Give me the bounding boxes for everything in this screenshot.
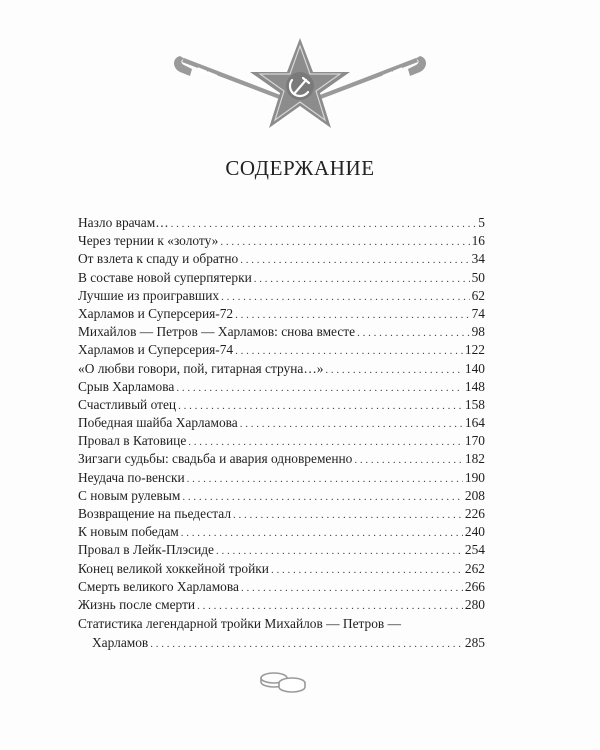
toc-entry[interactable] [78,269,485,287]
toc-entry-page: 148 [464,378,485,394]
toc-entry-page: 226 [464,506,485,521]
dot-leader [150,635,463,654]
dot-leader [240,415,463,433]
dot-leader [187,470,463,488]
dot-leader [233,506,463,524]
toc-entry-title: Смерть великого Харламова [78,578,239,594]
dot-leader [176,379,463,397]
toc-entry[interactable] [78,341,485,359]
toc-entry-title: С новым рулевым [78,487,181,503]
toc-entry-page: 280 [464,596,485,612]
toc-entry[interactable] [78,414,485,432]
toc-entry-page: 16 [471,233,485,249]
dot-leader [188,433,463,451]
toc-entry-page: 122 [464,342,485,358]
toc-entry[interactable] [78,541,485,559]
toc-entry-title: Через тернии к «золоту» [78,233,219,249]
toc-entry-page: 262 [464,560,485,576]
toc-entry[interactable] [78,596,485,614]
page-title: СОДЕРЖАНИЕ [225,156,375,180]
toc-entry-statistics[interactable] [78,614,485,654]
dot-leader [271,561,463,579]
toc-entry[interactable] [78,250,485,268]
toc-entry-page: 164 [464,415,485,431]
toc-entry-page: 50 [471,269,485,285]
dot-leader [235,306,469,324]
toc-entry[interactable] [78,360,485,378]
toc-entry-title: Зигзаги судьбы: свадьба и авария одновременно [78,451,353,467]
dot-leader [240,251,469,269]
dot-leader [357,324,470,342]
dot-leader [220,233,469,251]
toc-entry-page: 190 [464,469,485,485]
toc-entry[interactable] [78,578,485,596]
toc-entry-page: 140 [464,360,485,376]
toc-entry-page: 74 [471,305,485,321]
dot-leader [221,288,470,306]
toc-entry-page: 182 [464,451,485,467]
toc-entry-title: Жизнь после смерти [78,596,196,612]
dot-leader [241,579,463,597]
toc-entry-page: 208 [464,487,485,503]
toc-entry-title: Победная шайба Харламова [78,415,238,431]
dot-leader [182,488,463,506]
toc-entry[interactable] [78,469,485,487]
toc-entry-title: Счастливый отец [78,396,177,412]
toc-entry[interactable] [78,323,485,341]
toc-entry-page: 158 [464,396,485,412]
toc-entry-title: Харламов и Суперсерия-74 [78,342,234,358]
toc-entry[interactable] [78,432,485,450]
dot-leader [178,397,463,415]
dot-leader [325,361,463,379]
table-of-contents [78,214,485,614]
dot-leader [216,542,463,560]
hockey-pucks-icon [254,668,314,694]
toc-entry[interactable] [78,378,485,396]
toc-entry-title: Харламов и Суперсерия-72 [78,305,234,321]
toc-entry[interactable] [78,450,485,468]
toc-entry-title: В составе новой суперпятерки [78,269,252,285]
dot-leader [197,597,463,615]
dot-leader [254,270,470,288]
dot-leader [181,524,463,542]
toc-entry[interactable] [78,523,485,541]
toc-entry-title: Возвращение на пьедестал [78,506,232,521]
toc-entry-title: Михайлов — Петров — Харламов: снова вместе [78,324,356,340]
dot-leader [354,451,463,469]
toc-entry-page: 62 [471,287,485,303]
dot-leader [171,215,477,233]
toc-entry-page: 266 [464,578,485,594]
toc-entry[interactable] [78,560,485,578]
toc-entry-title: Срыв Харламова [78,378,175,394]
toc-entry-page: 254 [464,542,485,558]
toc-entry-page: 98 [471,324,485,340]
toc-entry[interactable] [78,305,485,323]
toc-entry-page: 5 [478,215,485,230]
toc-entry-title: От взлета к спаду и обратно [78,251,239,267]
toc-entry-title: «О любви говори, пой, гитарная струна…» [78,360,324,376]
toc-entry-title-continued: Харламов [92,635,149,650]
toc-entry[interactable] [78,487,485,505]
dot-leader [235,342,463,360]
toc-entry-page: 240 [464,524,485,540]
toc-entry-page: 34 [471,251,485,267]
toc-entry-title: К новым победам [78,524,179,540]
toc-entry[interactable] [78,214,485,232]
toc-entry-title: Провал в Катовице [78,433,187,449]
toc-entry-title: Лучшие из проигравших [78,287,220,303]
toc-entry-page: 285 [464,635,485,650]
toc-entry-title: Назло врачам… [78,215,169,230]
toc-entry[interactable] [78,232,485,250]
toc-entry-title: Провал в Лейк-Плэсиде [78,542,214,558]
toc-entry[interactable] [78,287,485,305]
toc-entry[interactable] [78,505,485,523]
toc-entry-title: Неудача по-венски [78,469,185,485]
star-hammer-sickle-with-hockey-sticks-icon [170,32,430,132]
toc-entry[interactable] [78,396,485,414]
toc-entry-page: 170 [464,433,485,449]
toc-entry-title: Статистика легендарной тройки Михайлов — Петров — [78,616,401,631]
star-icon [250,38,350,128]
toc-entry-title: Конец великой хоккейной тройки [78,560,269,576]
